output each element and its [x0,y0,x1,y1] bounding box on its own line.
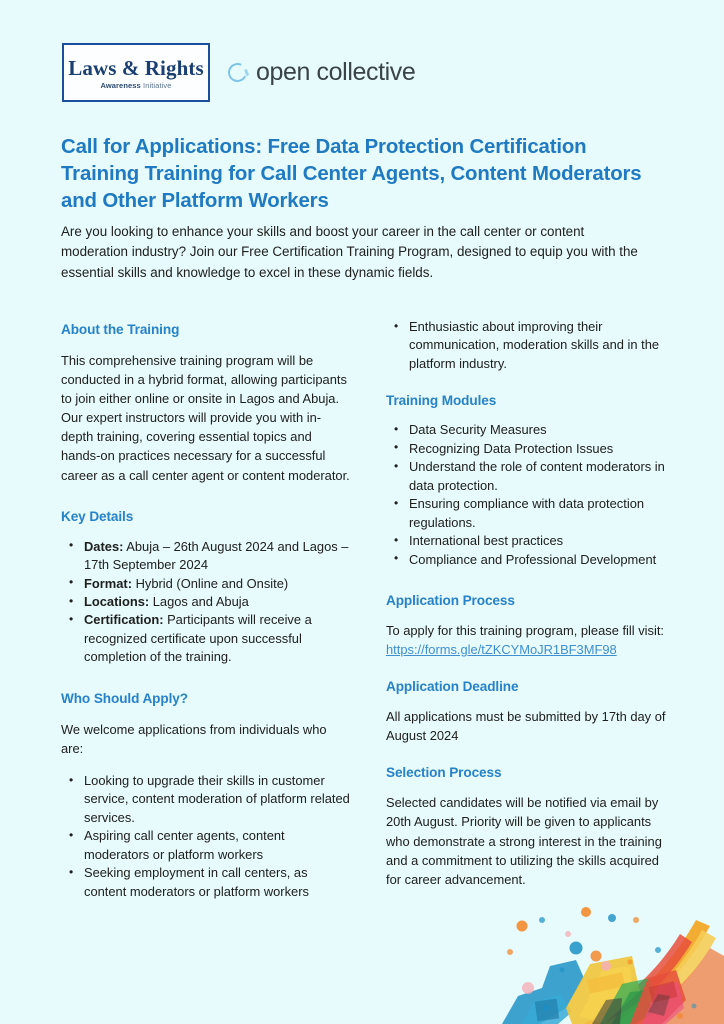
logo-tagline-light: Initiative [143,80,172,90]
key-detail-item: • Certification: Participants will receive a recognized certificate upon successful completion of the training. [61,611,351,666]
selection-process-heading: Selection Process [386,765,502,781]
who-should-apply-item: • Looking to upgrade their skills in customer service, content moderation of platform related services. [61,772,351,827]
who-should-apply-continued-list [386,318,671,373]
key-detail-label: Format: [84,575,132,591]
key-detail-item: • Dates: Abuja – 26th August 2024 and Lagos – 17th September 2024 [61,538,351,575]
application-deadline-body: All applications must be submitted by 17th day of August 2024 [386,709,666,744]
key-detail-label: Locations: [84,594,150,610]
training-module-item: • Ensuring compliance with data protection regulations. [386,495,671,532]
who-should-apply-item: • Aspiring call center agents, content moderators or platform workers [61,827,351,864]
open-collective-logo [228,58,415,87]
training-module-item: • Understand the role of content moderators in data protection. [386,458,671,495]
who-should-apply-item: • Enthusiastic about improving their communication, moderation skills and in the platform industry. [386,318,671,373]
training-module-item: • Compliance and Professional Development [386,551,671,569]
open-collective-wordmark: open collective [256,58,416,86]
laws-and-rights-logo-name: Laws & Rights [68,55,204,80]
key-detail-item: • Locations: Lagos and Abuja [61,593,351,611]
key-detail-item: • Format: Hybrid (Online and Onsite) [61,575,351,593]
training-module-item: • Data Security Measures [386,421,671,439]
key-detail-label: Certification: [84,612,164,628]
intro-paragraph: Are you looking to enhance your skills and boost your career in the call center or content moderation industry? Join our Free Certification Training Program, designed to equip you with the essential skills and knowledge to excel in these dynamic fields. [61,224,638,280]
laws-and-rights-logo [62,43,210,102]
laws-and-rights-logo-tagline [100,82,171,90]
right-column [386,318,671,889]
who-should-apply-list [61,772,351,901]
logo-tagline-bold: Awareness [100,80,141,90]
application-deadline-heading: Application Deadline [386,679,519,695]
who-should-apply-intro: We welcome applications from individuals who are: [61,721,327,756]
who-should-apply-item: • Seeking employment in call centers, as content moderators or platform workers [61,864,351,901]
key-details-heading: Key Details [61,508,134,524]
key-detail-label: Dates: [84,538,124,554]
application-process-body: To apply for this training program, please fill visit: [386,622,664,638]
who-should-apply-heading: Who Should Apply? [61,690,188,706]
about-the-training-body: This comprehensive training program will be conducted in a hybrid format, allowing participants to join either online or onsite in Lagos and Abuja. Our expert instructors will provide you with in-depth training, covering essential topics and hands-on practices necessary for a successful career as a call center agent or content moderator. [61,353,350,483]
training-module-item: • Recognizing Data Protection Issues [386,440,671,458]
training-modules-heading: Training Modules [386,393,497,409]
colorful-abstract-ribbons-graphic [480,904,724,1024]
application-form-link[interactable]: https://forms.gle/tZKCYMoJR1BF3MF98 [386,642,617,658]
logo-row [62,43,415,102]
open-collective-c-icon [228,63,247,82]
left-column [61,322,351,901]
about-the-training-heading: About the Training [61,322,180,337]
page-title: Call for Applications: Free Data Protection Certification Training Training for Call Center Agents, Content Moderators and Other Platform Workers [61,136,642,213]
training-modules-list [386,421,671,569]
key-details-list [61,538,351,667]
training-module-item: • International best practices [386,532,671,550]
selection-process-body: Selected candidates will be notified via email by 20th August. Priority will be given to applicants who demonstrate a strong interest in the training and a commitment to utilizing the skills acquired for career advancement. [386,795,662,887]
application-process-heading: Application Process [386,592,515,608]
